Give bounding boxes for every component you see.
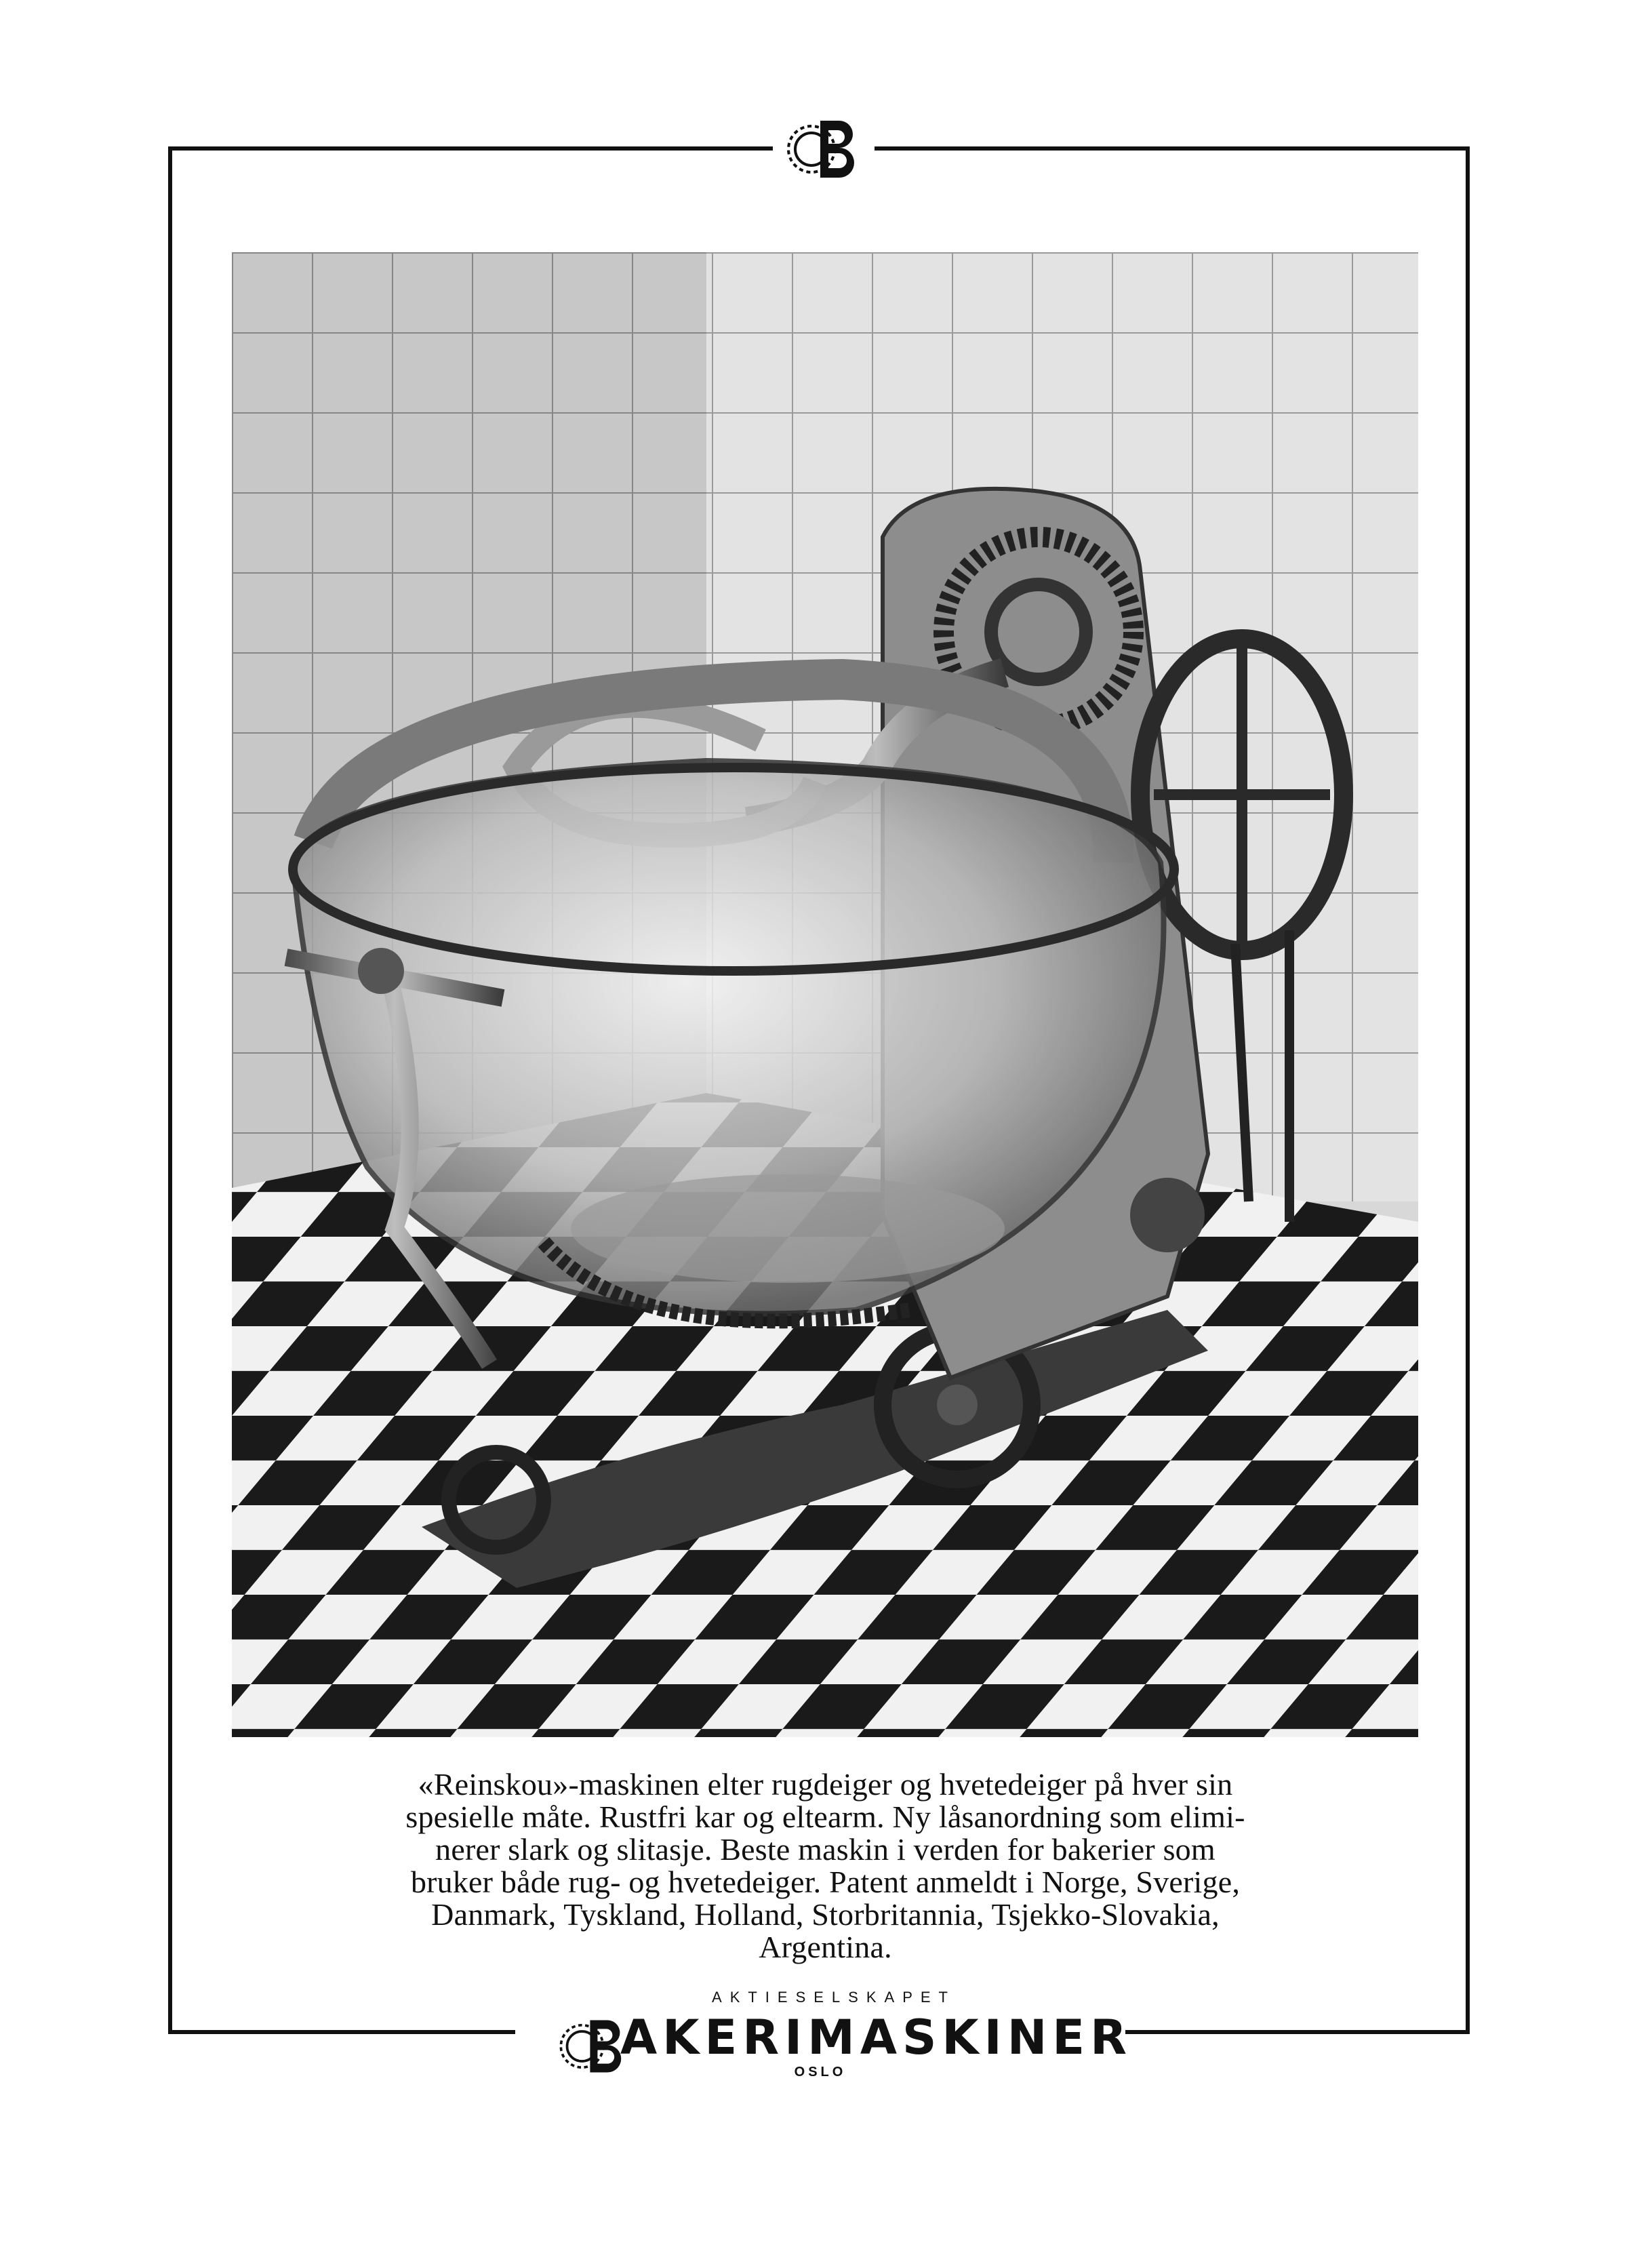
caption-line: «Reinskou»-maskinen elter rugdeiger og hvetedeiger på hver sin	[418, 1767, 1233, 1802]
company-prefix: AKTIESELSKAPET	[712, 1989, 956, 2006]
caption-line: nerer slark og slitasje. Beste maskin i verden for bakerier som	[435, 1832, 1216, 1867]
gear-b-logo-icon	[783, 108, 864, 190]
caption-line: spesielle måte. Rustfri kar og eltearm. Ny låsanordning som elimi-	[405, 1799, 1245, 1834]
gear-b-logo-icon	[556, 2009, 630, 2084]
mixer-machine-illustration	[232, 252, 1418, 1737]
company-name: AKERIMASKINER	[620, 2010, 1133, 2065]
company-city: OSLO	[794, 2065, 847, 2080]
caption-line: Danmark, Tyskland, Holland, Storbritannia, Tsjekko-Slovakia,	[431, 1897, 1220, 1932]
company-signature	[556, 1989, 1133, 2090]
product-description	[390, 1768, 1261, 1964]
caption-line: Argentina.	[759, 1930, 892, 1964]
caption-line: bruker både rug- og hvetedeiger. Patent anmeldt i Norge, Sverige,	[410, 1865, 1241, 1899]
